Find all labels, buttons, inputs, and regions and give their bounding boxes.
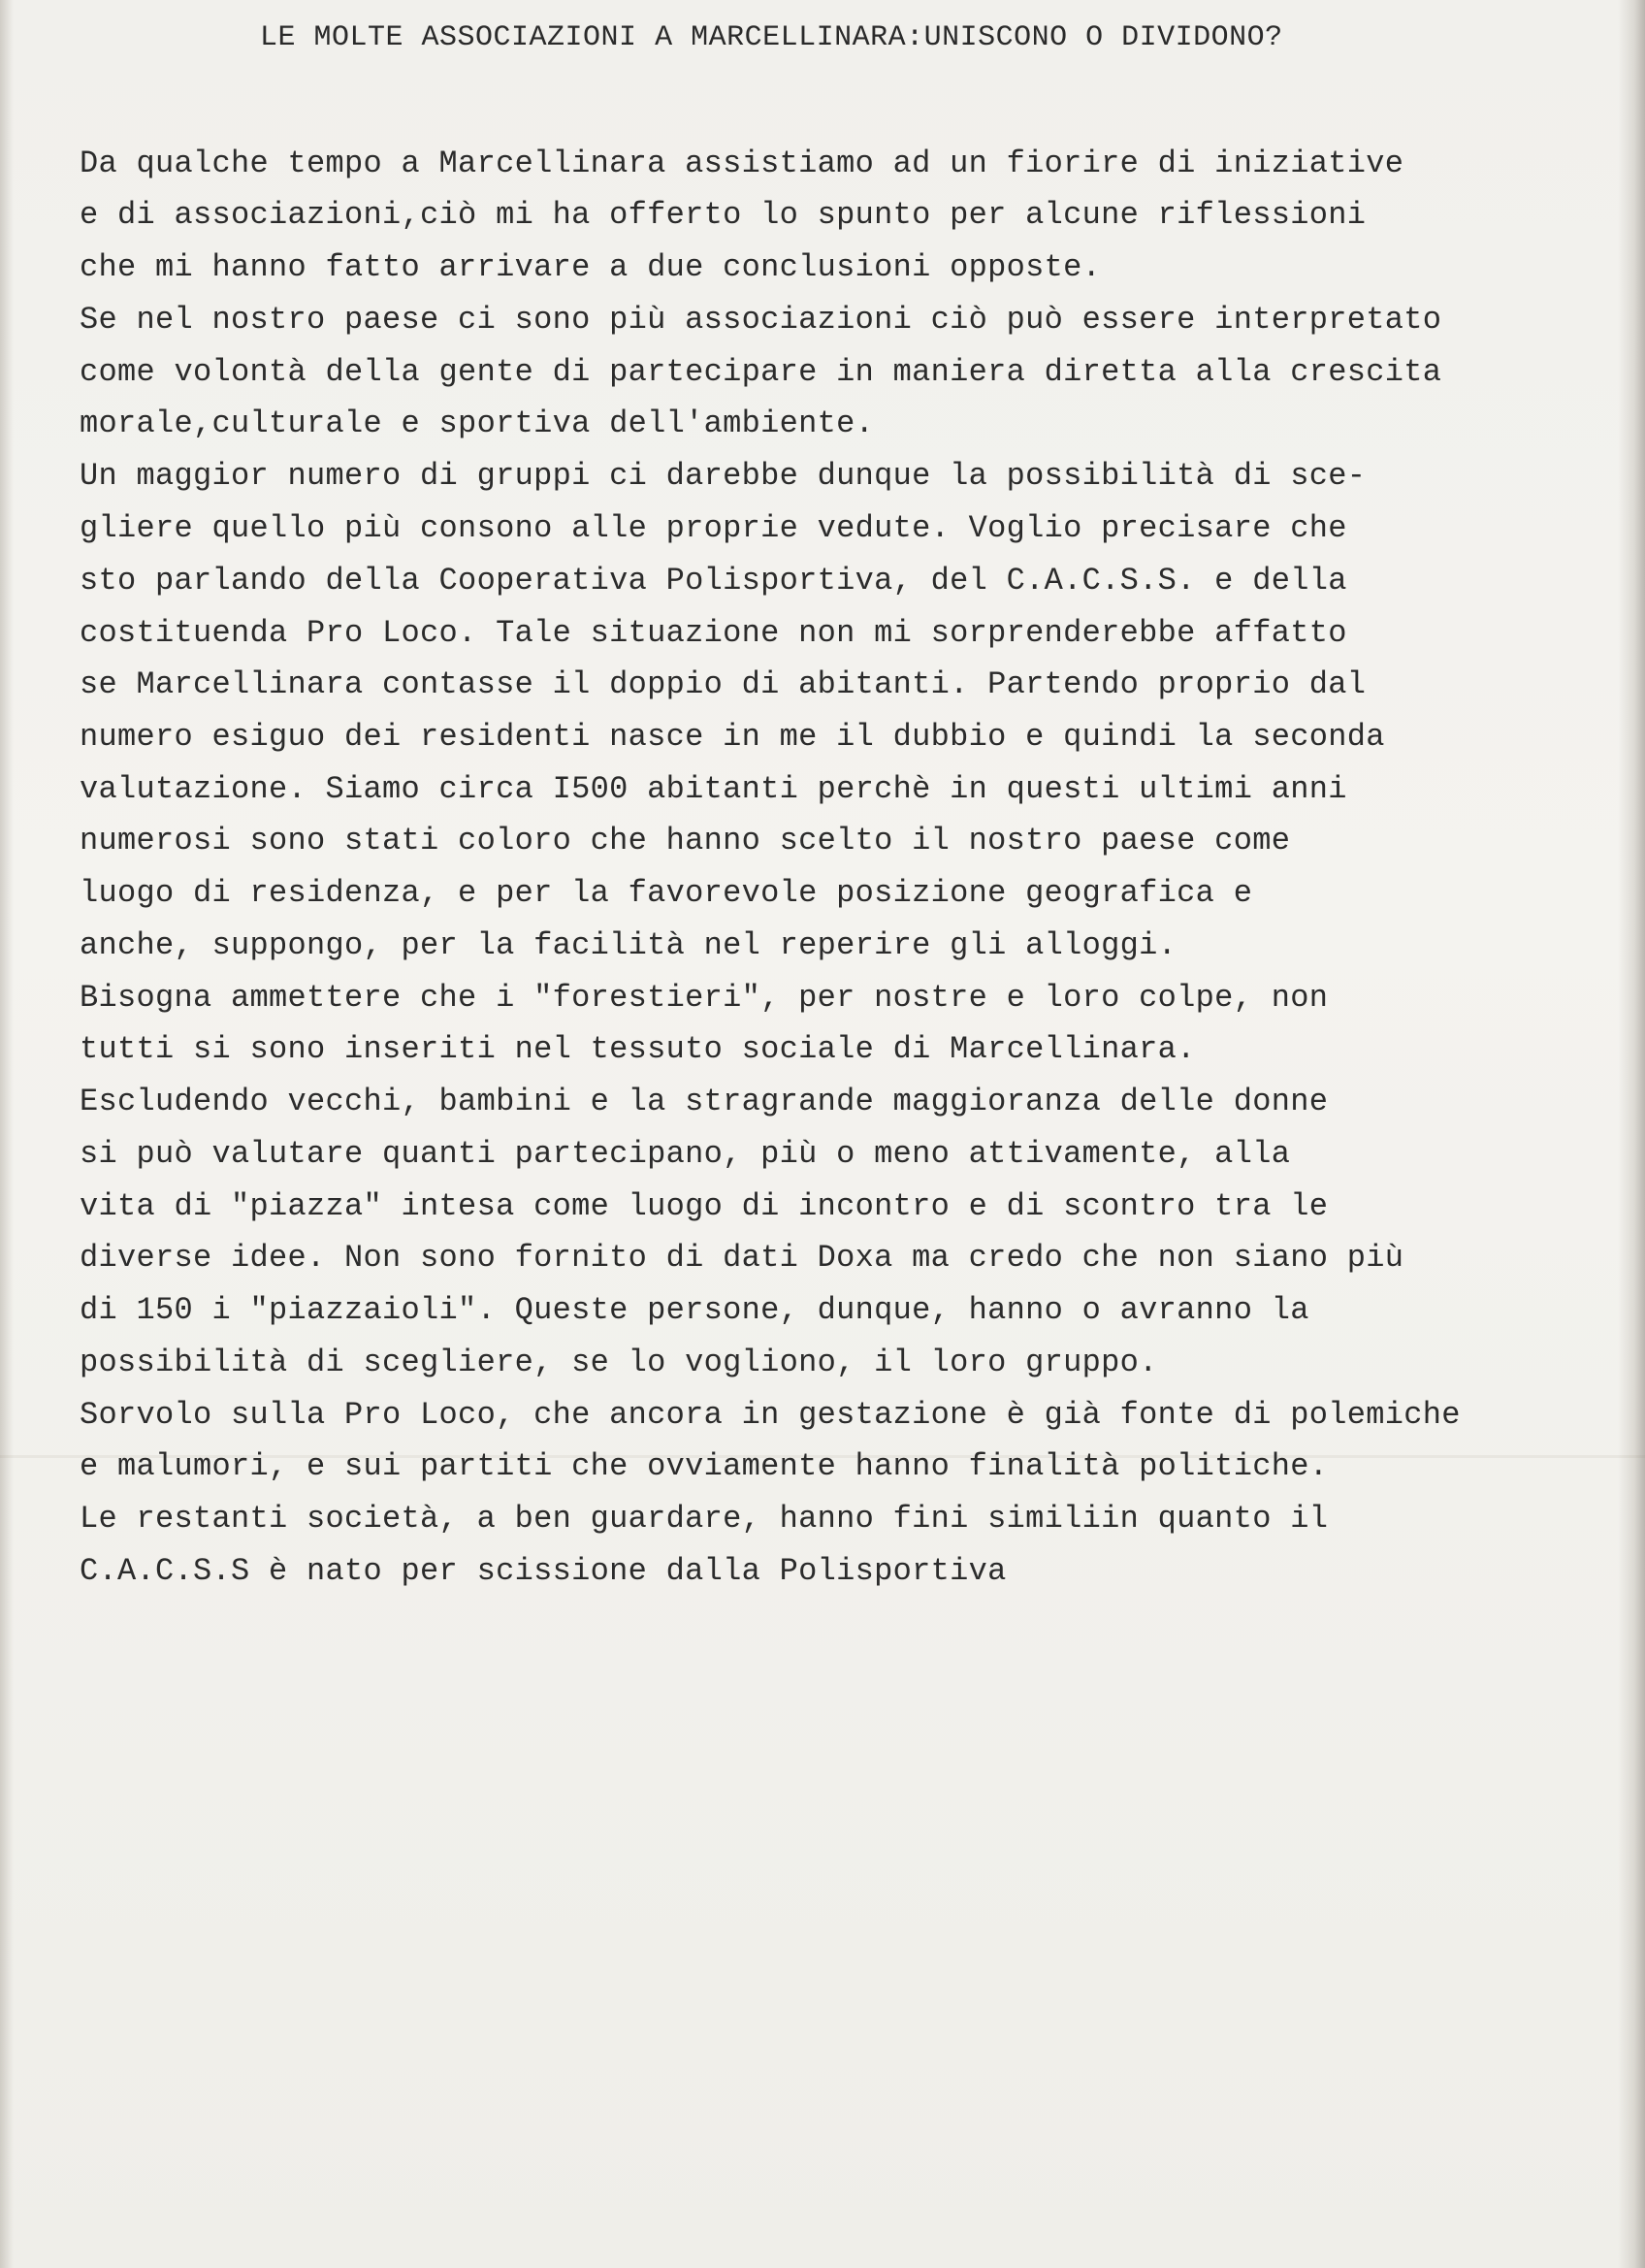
body-line: sto parlando della Cooperativa Polisportiva, del C.A.C.S.S. e della xyxy=(80,563,1347,599)
body-line: come volontà della gente di partecipare in maniera diretta alla crescita xyxy=(80,354,1442,390)
body-line: numero esiguo dei residenti nasce in me il dubbio e quindi la seconda xyxy=(80,719,1385,755)
body-line: costituenda Pro Loco. Tale situazione non mi sorprenderebbe affatto xyxy=(80,615,1347,651)
body-line: Bisogna ammettere che i "forestieri", per nostre e loro colpe, non xyxy=(80,980,1329,1016)
paper-right-edge-shadow xyxy=(1618,0,1645,2268)
body-line: Le restanti società, a ben guardare, hanno fini similiin quanto il xyxy=(80,1501,1329,1537)
paper-left-edge-shadow xyxy=(0,0,14,2268)
body-line: C.A.C.S.S è nato per scissione dalla Polisportiva xyxy=(80,1553,1007,1589)
body-line: Se nel nostro paese ci sono più associazioni ciò può essere interpretato xyxy=(80,302,1442,338)
body-line: Da qualche tempo a Marcellinara assistiamo ad un fiorire di iniziative xyxy=(80,146,1404,181)
body-line: e malumori, e sui partiti che ovviamente hanno finalità politiche. xyxy=(80,1448,1329,1484)
body-line: tutti si sono inseriti nel tessuto sociale di Marcellinara. xyxy=(80,1031,1196,1067)
body-line: che mi hanno fatto arrivare a due conclusioni opposte. xyxy=(80,249,1102,285)
body-line: morale,culturale e sportiva dell'ambiente. xyxy=(80,405,875,441)
body-line: valutazione. Siamo circa I500 abitanti perchè in questi ultimi anni xyxy=(80,771,1347,807)
body-line: di 150 i "piazzaioli". Queste persone, dunque, hanno o avranno la xyxy=(80,1292,1309,1328)
body-line: diverse idee. Non sono fornito di dati Doxa ma credo che non siano più xyxy=(80,1240,1404,1276)
document-title: LE MOLTE ASSOCIAZIONI A MARCELLINARA:UNISCONO O DIVIDONO? xyxy=(260,21,1283,54)
body-line: gliere quello più consono alle proprie vedute. Voglio precisare che xyxy=(80,510,1347,546)
body-line: possibilità di scegliere, se lo vogliono, il loro gruppo. xyxy=(80,1345,1158,1380)
body-line: e di associazioni,ciò mi ha offerto lo spunto per alcune riflessioni xyxy=(80,197,1367,233)
body-line: vita di "piazza" intesa come luogo di incontro e di scontro tra le xyxy=(80,1188,1329,1224)
body-line: Sorvolo sulla Pro Loco, che ancora in gestazione è già fonte di polemiche xyxy=(80,1397,1461,1433)
body-line: Un maggior numero di gruppi ci darebbe dunque la possibilità di sce- xyxy=(80,458,1367,494)
body-line: Escludendo vecchi, bambini e la stragrande maggioranza delle donne xyxy=(80,1084,1329,1119)
body-line: numerosi sono stati coloro che hanno scelto il nostro paese come xyxy=(80,823,1291,859)
body-line: luogo di residenza, e per la favorevole posizione geografica e xyxy=(80,875,1253,911)
body-line: si può valutare quanti partecipano, più o meno attivamente, alla xyxy=(80,1136,1291,1172)
body-line: se Marcellinara contasse il doppio di abitanti. Partendo proprio dal xyxy=(80,666,1367,702)
body-line: anche, suppongo, per la facilità nel reperire gli alloggi. xyxy=(80,927,1177,963)
